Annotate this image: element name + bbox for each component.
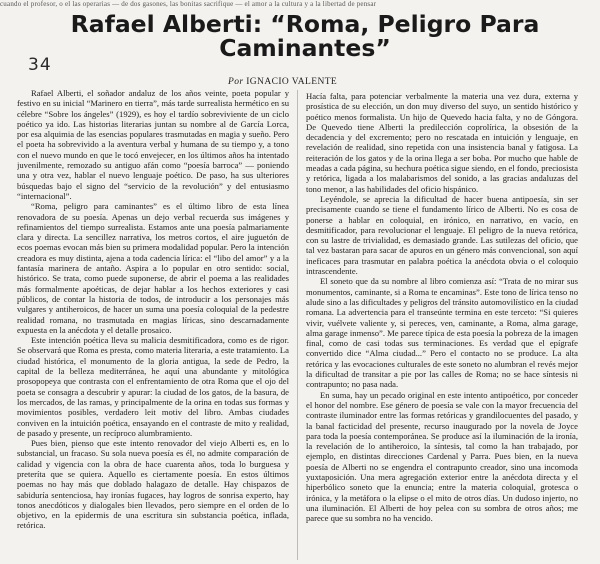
handwritten-page-number: 34 (28, 55, 52, 75)
left-paragraph-2: “Roma, peligro para caminantes” es el último libro de esta línea renovadora de su poesía. Apenas un dejo verbal recuerda sus imágenes y refinamientos del tiempo surrealista. Estamos ante una poesía palmariamente clara y directa. La sencillez narrativa, los metros cortos, el aire juguetón de ecos poemas evocan más bien su primera modalidad popular. Pero la intención creadora es muy distinta, ajena a toda cadencia lírica: el “libo del amor” y a la fantasía marinera de antaño. Aspira a lo popular en otro sentido: social, histórico. Se trata, como puede suponerse, de abrir el poema a las realidades más formalmente apoéticas, de dejar hablar a los hechos exteriores y casi públicos, de contar la historia de todos, de introducir a los personajes más vulgares y antiheroicos, de hacer un suma una poesía coloquial de la pedestre realidad romana, no trasmutada en magias líricas, sino descarnadamente expuesta en la anécdota y el detalle prosaico. (17, 201, 289, 335)
article-title (20, 12, 590, 60)
column-divider (297, 90, 298, 560)
byline-author: IGNACIO VALENTE (246, 77, 338, 87)
article-title-line-2: Caminantes” (219, 34, 391, 62)
left-paragraph-4: Pues bien, pienso que este intento renovador del viejo Alberti es, en lo substancial, un fracaso. Su sola nueva poesía es él, no admite comparación de calidad y vigencia con la obra de hace cuarenta años, toda lo burguesa y preteríta que se quiera. Aquello es ciertamente poesía. En estos últimos poemas no hay más que doblado halagazo de detalle. Hay chispazos de sabiduría sentenciosa, hay ironías fugaces, hay logros de sonrisa experto, hay tonos anecdóticos y dialogales bien llevados, pero siempre en el orden de lo objetivo, en la epidermis de una escritura sin substancia poética, inflada, retórica. (17, 438, 289, 531)
article-title-line-1: Rafael Alberti: “Roma, Peligro Para (70, 10, 540, 38)
left-paragraph-1: Rafael Alberti, el soñador andaluz de los años veinte, poeta popular y festivo en su inicial “Marinero en tierra”, más tarde surrealista hermético en su célebre “Sobre los ángeles” (1929), es hoy el tardío sobreviviente de un ciclo poético ya ido. Las historias literarias juntan su nombre al de García Lorca, por esa alquimia de las esencias populares trasmutadas en magia y sueño. Pero el poeta ha sobrevivido a la aventura verbal y humana de su tiempo y, a tono con el nuevo mundo en que le tocó envejecer, en los últimos años ha intentado juvenilmente, remozado su antiguo afán como “poesía barroca” — poniendo una y otra vez, hablar el nuevo lenguaje poético. De paso, ha sus ulteriores búsquedas bajo el signo del “servicio de la revolución” y del entusiasmo “internacional”. (17, 88, 289, 201)
left-paragraph-3: Este intención poética lleva su malicia desmitificadora, como es de rigor. Se observará que Roma es presta, como materia literaria, a este tratamiento. La ciudad histórica, el monumento de la gloria antigua, la sede de Pedro, la capital de la belleza mediterránea, he aquí una abundante y mitológica prosopopeya que contrasta con el enfrentamiento de otra Roma que el ojo del poeta se consagra a descubrir y apurar: la ciudad de los gatos, de la basura, de los mercados, de las ramas, y principalmente de la orina en todas sus formas y movimientos posibles, verdadero leit motiv del libro. Ambas ciudades conviven en la intuición poética, ensayando en el contraste de mito y realidad, de pasado y presente, un recíproco alumbramiento. (17, 335, 289, 438)
right-paragraph-2: Leyéndole, se aprecia la dificultad de hacer buena antipoesía, sin ser precisamente cuando se tiene el fundamento lírico de Alberti. No es cosa de ponerse a hablar en coloquial, en irónico, en narrativo, en vacío, en desmitificador, para revolucionar el lenguaje. El peligro de la nueva retórica, con su lastre de trivialidad, es demasiado grande. Las sutilezas del oficio, que tal vez bastaran para sacar de apuros en un género más convencional, son aquí ineficaces para trasmutar en palabra poética la anécdota obvia o el coloquio intrascendente. (306, 193, 578, 277)
right-column (306, 91, 578, 562)
right-paragraph-1: Hacía falta, para potenciar verbalmente la materia una vez dura, externa y prosística de su elección, un don muy diverso del suyo, un sentido histórico y poético menos formalista. Un hijo de Quevedo hacia falta, y no de Góngora. De Quevedo tiene Alberti la predilección coprolírica, la obsesión de la decadencia y del excremento; pero no rescatada en intuición y lenguaje, en revelación de realidad, sino repetida con una insistencia banal y fatigosa. La reiteración de los gatos y de la orina llega a ser boba. Por mucho que hable de meadas a cada página, su hechura poética sigue siendo, en el fondo, preciosista y retórica, ligada a los malabarismos del sonido, a las gracias andaluzas del tono menor, a las habilidades del oficio hispánico. (306, 91, 578, 194)
left-column (17, 88, 289, 562)
right-paragraph-4: En suma, hay un pecado original en este intento antipoético, por conceder el honor del nombre. Ese género de poesía se vale con la mayor frecuencia del contraste iluminador entre las formas retóricas y grandilocuentes del pasado, y la banal facticidad del presente, recurso inaugurado por la novela de Joyce para toda la poesía contemporánea. Se produce así la iluminación de la ironía, la revelación de lo antiheroico, la síntesis, tal como la han trabajado, por ejemplo, en distintas direcciones Cardenal y Parra. Pues bien, en la nueva poesía de Alberti no se engendra el contrapunto creador, sino una incomoda yuxtaposición. Una mera agregación exterior entre la anécdota directa y el hiperbólico soneto que la enuncia; entre la materia coloquial, grotesca o irónica, y la metáfora o la elipse o el mito de otros días. Un dudoso injerto, no una iluminación. El Alberti de hoy pelea con su sombra de otros años; me parece que su sombra no ha vencido. (306, 389, 578, 524)
byline (228, 77, 398, 87)
top-strip-text: cuando el profesor, o el las operarias — de dos gasones, las bonitas sacrifique — el amor a la cultura y a la libertad de pensar (0, 0, 377, 8)
right-paragraph-3: El soneto que da su nombre al libro comienza así: “Trata de no mirar sus monumentos, caminante, si a Roma te encaminas”. Este tono de lírica tenso no alude sino a las dificultades y peligros del tránsito automovilístico en la ciudad romana. La advertencia para el transeúnte termina en este terceto: “Si quieres vivir, vuélvete valiente y, si pereces, ven, caminante, a Roma, alma garage, alma garage inmenso”. Me parece típica de esta poesía la pobreza de la imagen final, como de casi todas sus terminaciones. Es verdad que el epígrafe convertido dice “Alma ciudad...” Pero el contacto no se produce. La alta retórica y las evocaciones culturales de este soneto no alumbran el revés mejor la dificultad de transitar a pie por las calles de Roma; no se hace síntesis ni contrapunto; no pasa nada. (306, 276, 578, 390)
byline-prefix: Por (228, 77, 244, 87)
